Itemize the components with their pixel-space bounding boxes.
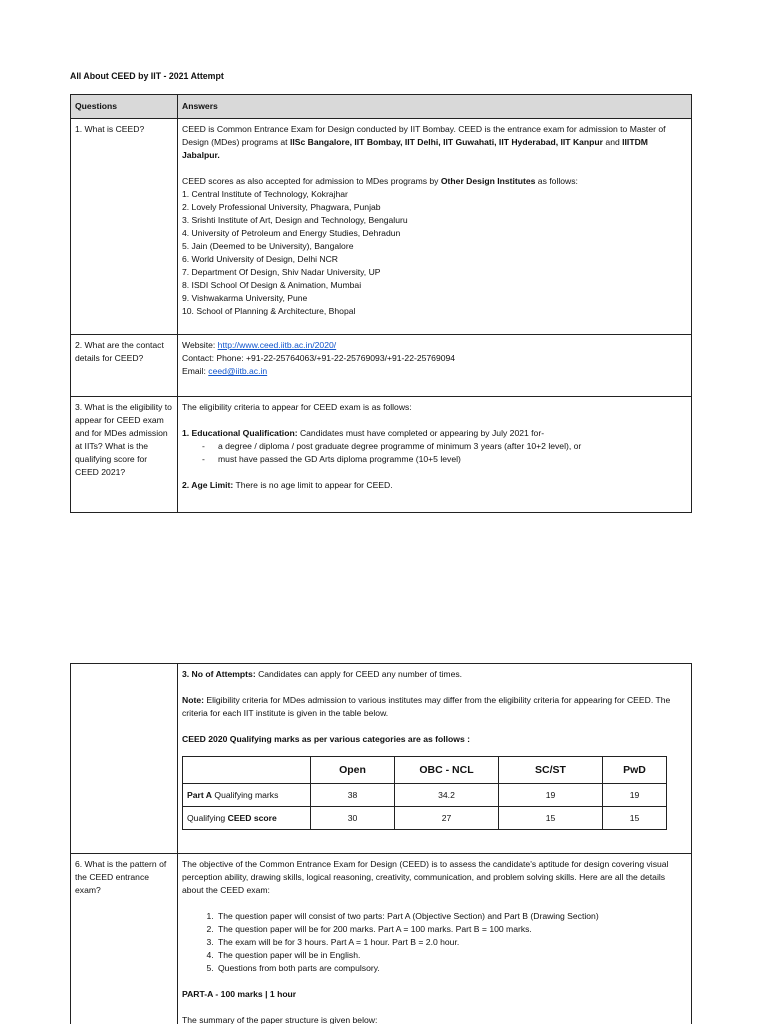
marks-row-ceed-score bbox=[183, 807, 667, 830]
marks-row-part-a bbox=[183, 784, 667, 807]
marks-row-label bbox=[183, 784, 311, 807]
attempts-label: 3. No of Attempts: bbox=[182, 669, 256, 679]
list-item: 3. Srishti Institute of Art, Design and Technology, Bengaluru bbox=[182, 215, 408, 225]
website-link[interactable]: http://www.ceed.iitb.ac.in/2020/ bbox=[217, 340, 337, 350]
table-row-q3 bbox=[71, 397, 692, 513]
attempts-text: Candidates can apply for CEED any number of times. bbox=[255, 669, 463, 679]
list-item: 1. Central Institute of Technology, Kokrajhar bbox=[182, 189, 348, 199]
header-questions: Questions bbox=[71, 95, 178, 119]
marks-cell: 27 bbox=[395, 807, 499, 830]
answer-cell-3 bbox=[178, 397, 692, 513]
marks-header-scst: SC/ST bbox=[499, 757, 603, 784]
note-label: Note: bbox=[182, 695, 204, 705]
list-item: 2. Lovely Professional University, Phagwara, Punjab bbox=[182, 202, 381, 212]
marks-heading: CEED 2020 Qualifying marks as per various categories are as follows : bbox=[182, 734, 471, 744]
age-text: There is no age limit to appear for CEED. bbox=[233, 480, 393, 490]
email-label: Email: bbox=[182, 366, 209, 376]
list-item: 1. The question paper will consist of two parts: Part A (Objective Section) and Part B (Drawing Section) bbox=[216, 910, 687, 923]
marks-cell: 34.2 bbox=[395, 784, 499, 807]
table-row-q1 bbox=[71, 119, 692, 335]
institute-list bbox=[182, 188, 687, 318]
part-a-heading: PART-A - 100 marks | 1 hour bbox=[182, 989, 297, 999]
list-item: 6. World University of Design, Delhi NCR bbox=[182, 254, 339, 264]
note-line bbox=[182, 694, 687, 720]
document-title: All About CEED by IIT - 2021 Attempt bbox=[70, 71, 224, 81]
faq-table-2 bbox=[70, 663, 692, 1024]
pattern-intro: The objective of the Common Entrance Exam for Design (CEED) is to assess the candidate's aptitude for design covering visual perception ability, drawing skills, logical reasoning, creativity, communication, and problem solving skills. Here are all the details about the CEED exam: bbox=[182, 859, 669, 895]
answer-cell-2 bbox=[178, 335, 692, 397]
answer-cell-6 bbox=[178, 854, 692, 1024]
part-a-bold: Part A bbox=[187, 789, 212, 800]
question-cell-3: 3. What is the eligibility to appear for CEED exam and for MDes admission at IITs? What is the qualifying score for CEED 2021? bbox=[71, 397, 178, 513]
table-row-attempts bbox=[71, 664, 692, 854]
ceed-intro bbox=[182, 123, 687, 162]
marks-cell: 15 bbox=[499, 807, 603, 830]
list-item: 3. The exam will be for 3 hours. Part A = 1 hour. Part B = 2.0 hour. bbox=[216, 936, 687, 949]
age-limit bbox=[182, 479, 687, 492]
list-item: 5. Jain (Deemed to be University), Bangalore bbox=[182, 241, 354, 251]
question-cell-2: 2. What are the contact details for CEED? bbox=[71, 335, 178, 397]
qualifying-marks-table bbox=[182, 756, 667, 830]
education-list bbox=[182, 440, 687, 466]
marks-cell: 19 bbox=[603, 784, 667, 807]
list-item: - must have passed the GD Arts diploma programme (10+5 level) bbox=[202, 453, 687, 466]
header-answers: Answers bbox=[178, 95, 692, 119]
part-a-rest: Qualifying marks bbox=[212, 789, 279, 800]
table-header-row bbox=[71, 95, 692, 119]
answer-cell-attempts bbox=[178, 664, 692, 854]
website-line bbox=[182, 339, 687, 352]
ceed-institutes-bold: IISc Bangalore, IIT Bombay, IIT Delhi, IIT Guwahati, IIT Hyderabad, IIT Kanpur bbox=[289, 137, 604, 147]
other-institutes-intro bbox=[182, 175, 687, 188]
table-row-q2 bbox=[71, 335, 692, 397]
website-label: Website: bbox=[182, 340, 218, 350]
marks-header-row bbox=[183, 757, 667, 784]
marks-cell: 19 bbox=[499, 784, 603, 807]
other-intro-text: CEED scores as also accepted for admission to MDes programs by bbox=[182, 176, 441, 186]
ceed-score-bold: CEED score bbox=[227, 812, 277, 823]
table-row-q6 bbox=[71, 854, 692, 1024]
other-design-institutes-bold: Other Design Institutes bbox=[440, 176, 536, 186]
email-link[interactable]: ceed@iitb.ac.in bbox=[208, 366, 268, 376]
list-item: 4. University of Petroleum and Energy Studies, Dehradun bbox=[182, 228, 401, 238]
marks-cell: 30 bbox=[311, 807, 395, 830]
list-item: 5. Questions from both parts are compulsory. bbox=[216, 962, 687, 975]
question-cell-1: 1. What is CEED? bbox=[71, 119, 178, 335]
list-item: 4. The question paper will be in English. bbox=[216, 949, 687, 962]
marks-cell: 15 bbox=[603, 807, 667, 830]
ceed-score-pre: Qualifying bbox=[187, 812, 228, 823]
ceed-intro-and: and bbox=[603, 137, 623, 147]
eligibility-intro: The eligibility criteria to appear for CEED exam is as follows: bbox=[182, 402, 412, 412]
marks-cell: 38 bbox=[311, 784, 395, 807]
education-qualification bbox=[182, 427, 687, 440]
list-item: - a degree / diploma / post graduate degree programme of minimum 3 years (after 10+2 level), or bbox=[202, 440, 687, 453]
age-label: 2. Age Limit: bbox=[182, 480, 234, 490]
contact-line: Contact: Phone: +91-22-25764063/+91-22-25769093/+91-22-25769094 bbox=[182, 353, 456, 363]
question-cell-empty bbox=[71, 664, 178, 854]
education-label: 1. Educational Qualification: bbox=[182, 428, 298, 438]
pattern-points bbox=[182, 910, 687, 975]
list-item: 2. The question paper will be for 200 marks. Part A = 100 marks. Part B = 100 marks. bbox=[216, 923, 687, 936]
faq-table-1 bbox=[70, 94, 692, 513]
education-text: Candidates must have completed or appearing by July 2021 for- bbox=[297, 428, 545, 438]
marks-row-label bbox=[183, 807, 311, 830]
list-item: 8. ISDI School Of Design & Animation, Mumbai bbox=[182, 280, 362, 290]
other-intro-end: as follows: bbox=[535, 176, 578, 186]
attempts-line bbox=[182, 668, 687, 681]
question-cell-6: 6. What is the pattern of the CEED entrance exam? bbox=[71, 854, 178, 1024]
email-line bbox=[182, 365, 687, 378]
answer-cell-1 bbox=[178, 119, 692, 335]
list-item: 10. School of Planning & Architecture, Bhopal bbox=[182, 306, 356, 316]
summary-line: The summary of the paper structure is given below: bbox=[182, 1015, 378, 1024]
ceed-iiitdm-bold: IIITDM Jabalpur. bbox=[182, 137, 648, 160]
marks-header-pwd: PwD bbox=[603, 757, 667, 784]
ceed-intro-text: CEED is Common Entrance Exam for Design conducted by IIT Bombay. CEED is the entrance exam for admission to Master of Design (MDes) programs at bbox=[182, 124, 666, 147]
marks-header-blank bbox=[183, 757, 311, 784]
note-text: Eligibility criteria for MDes admission to various institutes may differ from the eligibility criteria for appearing for CEED. The criteria for each IIT institute is given in the table below. bbox=[182, 695, 671, 718]
list-item: 7. Department Of Design, Shiv Nadar University, UP bbox=[182, 267, 381, 277]
marks-header-open: Open bbox=[311, 757, 395, 784]
list-item: 9. Vishwakarma University, Pune bbox=[182, 293, 308, 303]
marks-header-obc: OBC - NCL bbox=[395, 757, 499, 784]
